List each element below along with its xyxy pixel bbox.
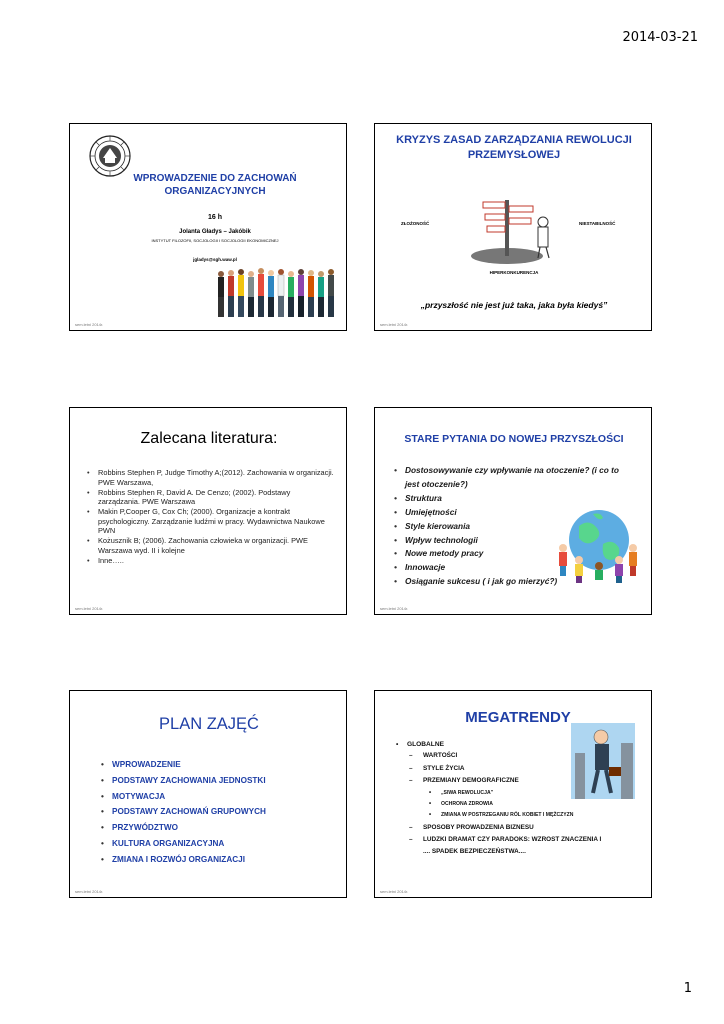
label-instability: NIESTABILNOŚĆ: [579, 221, 616, 226]
slide-4-heading: STARE PYTANIA DO NOWEJ PRZYSZŁOŚCI: [404, 433, 624, 445]
slide-6-megatrends: [374, 690, 652, 898]
page-number: 1: [683, 981, 692, 996]
slide-5-heading: PLAN ZAJĘĆ: [159, 715, 259, 733]
list-item: • PODSTAWY ZACHOWANIA JEDNOSTKI: [98, 773, 338, 789]
list-item: • Style kierowania: [391, 520, 631, 534]
group-of-people-image: [213, 264, 343, 320]
author-email: jgladys@sgh.waw.pl: [193, 257, 237, 262]
list-item: – WARTOŚCI: [393, 750, 643, 763]
list-item: • Robbins Stephen R, David A. De Cenzo; (2002). Podstawy zarządzania. PWE Warszawa: [84, 488, 334, 507]
signpost-illustration: [465, 192, 561, 264]
list-item: • Nowe metody pracy: [391, 547, 631, 561]
list-item: • ZMIANA I ROZWÓJ ORGANIZACJI: [98, 852, 338, 868]
list-item: • Innowacje: [391, 561, 631, 575]
label-hypercompetition: HIPERKONKURENCJA: [489, 270, 539, 275]
course-hours: 16 h: [207, 214, 222, 221]
plan-list: [98, 757, 338, 868]
slide-5-plan: [69, 690, 347, 898]
page-date: 2014-03-21: [622, 30, 698, 45]
slide-1-heading: WPROWADZENIE DO ZACHOWAŃ ORGANIZACYJNYCH: [133, 173, 297, 197]
list-item: • Kożusznik B; (2006). Zachowania człowieka w organizacji. PWE Warszawa wyd. II i kolejne: [84, 536, 334, 555]
list-item: • Umiejętności: [391, 506, 631, 520]
list-item: • MOTYWACJA: [98, 789, 338, 805]
list-item: • OCHRONA ZDROWIA: [393, 799, 643, 810]
slide-footer: sem.letni 2014r.: [380, 889, 409, 894]
list-item: • Wpływ technologii: [391, 534, 631, 548]
megatrends-list: [393, 739, 643, 856]
list-item-continuation: .... SPADEK BEZPIECZEŃSTWA....: [423, 847, 526, 855]
literature-list: [84, 468, 334, 566]
list-item: • Dostosowywanie czy wpływanie na otoczenie? (i co to jest otoczenie?): [391, 464, 633, 492]
slide-2-crisis: [374, 123, 652, 331]
list-item: • Struktura: [391, 492, 631, 506]
list-item: • GLOBALNE: [393, 739, 643, 750]
list-item: • PODSTAWY ZACHOWAŃ GRUPOWYCH: [98, 804, 338, 820]
list-item: • Inne…..: [84, 556, 334, 566]
list-item: – STYLE ŻYCIA: [393, 763, 643, 776]
list-item: • ZMIANA W POSTRZEGANIU RÓL KOBIET I MĘŻCZYZN: [393, 810, 643, 821]
slide-footer: sem.letni 2014r.: [380, 606, 409, 611]
globe-children-image: [553, 504, 641, 584]
list-item: • KULTURA ORGANIZACYJNA: [98, 836, 338, 852]
slide-1-title: [69, 123, 347, 331]
author-name: Jolanta Gładys – Jakóbik: [179, 229, 251, 235]
university-seal-icon: [88, 134, 132, 178]
list-item: – LUDZKI DRAMAT CZY PARADOKS: WZROST ZNACZENIA I: [393, 834, 643, 847]
list-item: • PRZYWÓDZTWO: [98, 820, 338, 836]
list-item: • WPROWADZENIE: [98, 757, 338, 773]
slide-6-heading: MEGATRENDY: [465, 709, 571, 726]
list-item: • Robbins Stephen P, Judge Timothy A;(2012). Zachowania w organizacji. PWE Warszawa,: [84, 468, 334, 487]
slide-footer: sem.letni 2014r.: [75, 322, 104, 327]
list-item: • Makin P,Cooper G, Cox Ch; (2000). Organizacje a kontrakt psychologiczny. Zarządzanie ludźmi w pracy. Wydawnictwa Naukowe PWN: [84, 507, 334, 536]
list-item: – SPOSOBY PROWADZENIA BIZNESU: [393, 822, 643, 835]
slide-footer: sem.letni 2014r.: [380, 322, 409, 327]
slide-footer: sem.letni 2014r.: [75, 606, 104, 611]
slide-2-heading: KRYZYS ZASAD ZARZĄDZANIA REWOLUCJI PRZEMYSŁOWEJ: [396, 134, 632, 161]
slide-3-heading: Zalecana literatura:: [140, 430, 278, 447]
slide-footer: sem.letni 2014r.: [75, 889, 104, 894]
institute-name: INSTYTUT FILOZOFII, SOCJOLOGII I SOCJOLOGII EKONOMICZNEJ: [151, 238, 279, 243]
slide-3-literature: [69, 407, 347, 615]
list-item: • „SIWA REWOLUCJA”: [393, 788, 643, 799]
slide-2-quote: „przyszłość nie jest już taka, jaka była kiedyś”: [420, 300, 608, 310]
list-item: – PRZEMIANY DEMOGRAFICZNE: [393, 775, 643, 788]
slide-4-questions: [374, 407, 652, 615]
label-complexity: ZŁOŻONOŚĆ: [401, 221, 430, 226]
list-item: • Osiąganie sukcesu ( i jak go mierzyć?): [391, 575, 631, 589]
